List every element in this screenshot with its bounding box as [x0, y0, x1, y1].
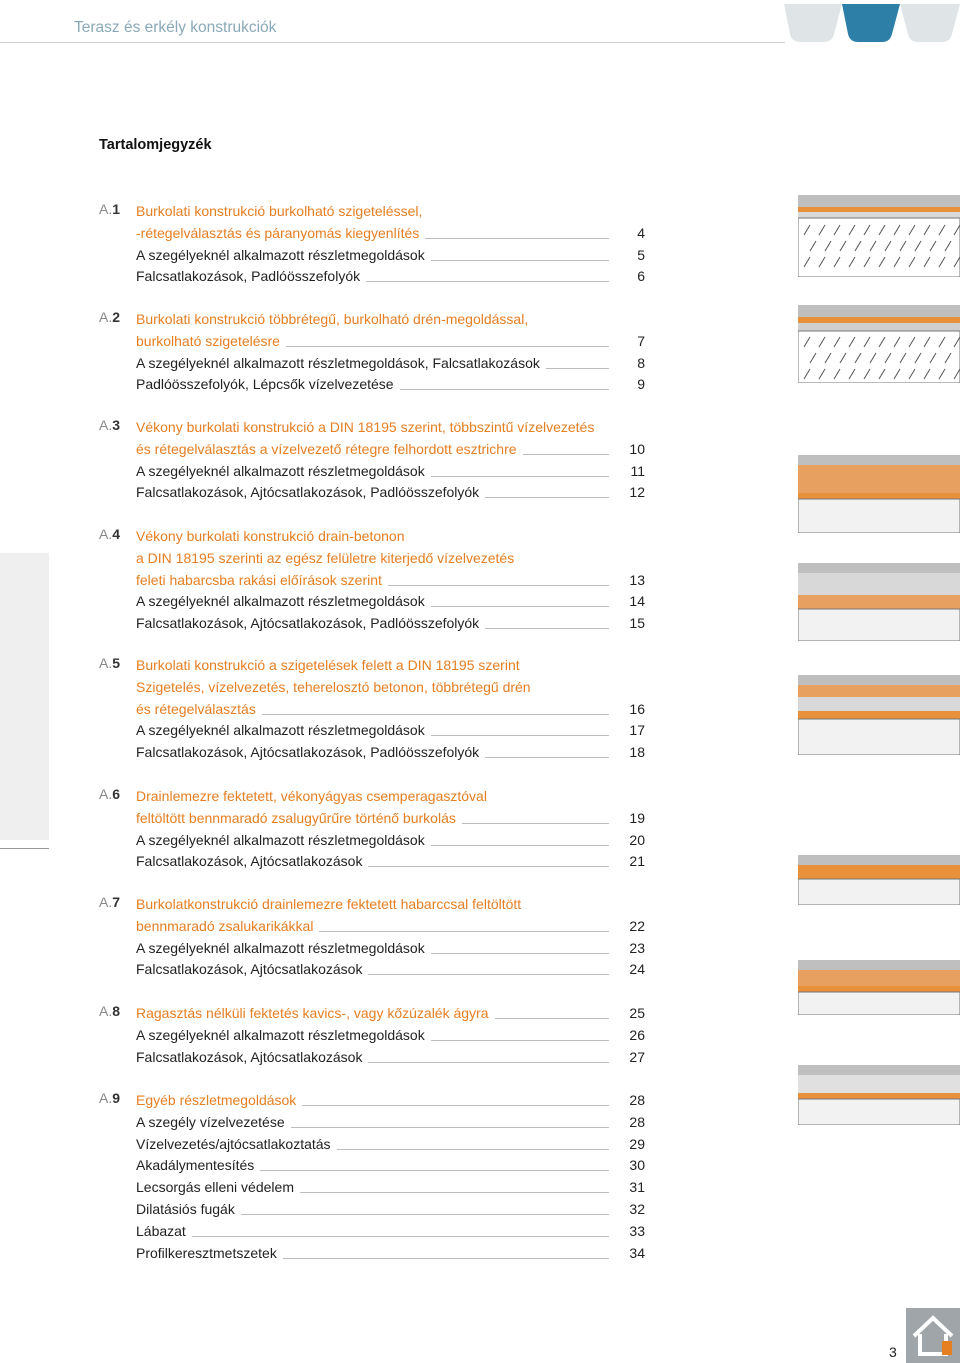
tab-inactive-left	[784, 4, 842, 42]
toc-page-number: 23	[629, 939, 645, 956]
toc-leader-line	[262, 714, 609, 715]
toc-leader-line	[337, 1149, 609, 1150]
section-number-prefix: A.	[99, 1003, 113, 1019]
header-tabs	[780, 0, 960, 46]
toc-entry[interactable]	[136, 461, 645, 481]
toc-entry-text: burkolható szigetelésre	[136, 332, 280, 349]
toc-page-number: 15	[629, 615, 645, 632]
page-number: 3	[889, 1344, 897, 1360]
toc-entry[interactable]	[136, 1243, 645, 1263]
toc-page-number: 4	[637, 224, 645, 241]
toc-heading: Tartalomjegyzék	[99, 137, 212, 153]
toc-page-number: 28	[629, 1092, 645, 1108]
toc-entry-text: A szegélyeknél alkalmazott részletmegoldások	[136, 593, 425, 610]
cross-section-a1	[798, 195, 960, 277]
toc-entry-text: Ragasztás nélküli fektetés kavics-, vagy kőzúzalék ágyra	[136, 1005, 489, 1021]
toc-page-number: 17	[629, 722, 645, 739]
section-number	[99, 1090, 120, 1106]
toc-entry-text: A szegélyeknél alkalmazott részletmegoldások	[136, 939, 425, 956]
toc-entry-text: Lecsorgás elleni védelem	[136, 1179, 294, 1196]
cross-section-a8	[798, 1065, 960, 1125]
toc-leader-line	[431, 260, 609, 261]
toc-entry-text: és rétegelválasztás	[136, 700, 256, 717]
toc-entry-text: és rétegelválasztás a vízelvezető rétegre felhordott esztrichre	[136, 440, 517, 457]
toc-entry[interactable]	[136, 245, 645, 265]
toc-entry	[136, 786, 645, 806]
section-number-prefix: A.	[99, 526, 113, 542]
toc-leader-line	[485, 497, 609, 498]
toc-entry-text: A szegélyeknél alkalmazott részletmegoldások, Falcsatlakozások	[136, 354, 540, 371]
toc-leader-line	[425, 238, 609, 239]
toc-page-number: 5	[637, 246, 645, 263]
toc-entry[interactable]	[136, 1199, 645, 1219]
toc-leader-line	[388, 585, 609, 586]
toc-page-number: 33	[629, 1222, 645, 1239]
toc-entry[interactable]	[136, 223, 645, 243]
toc-entry-text: Drainlemezre fektetett, vékonyágyas csemperagasztóval	[136, 788, 487, 804]
section-number-prefix: A.	[99, 201, 113, 217]
section-number-value: 2	[112, 309, 121, 325]
section-number-value: 3	[112, 417, 121, 433]
toc-leader-line	[319, 931, 609, 932]
toc-entry-text: feleti habarcsba rakási előírások szerint	[136, 571, 382, 588]
toc-leader-line	[431, 476, 609, 477]
toc-page-number: 34	[629, 1244, 645, 1261]
toc-entry-text: Burkolatkonstrukció drainlemezre fektetett habarccsal feltöltött	[136, 896, 522, 912]
toc-entry[interactable]	[136, 916, 645, 936]
toc-entry[interactable]	[136, 613, 645, 633]
toc-entry-text: Vékony burkolati konstrukció a DIN 18195 szerint, többszintű vízelvezetés	[136, 419, 595, 435]
toc-page-number: 8	[637, 354, 645, 371]
section-number-prefix: A.	[99, 894, 113, 910]
toc-entry-text: Burkolati konstrukció a szigetelések felett a DIN 18195 szerint	[136, 657, 520, 673]
toc-entry[interactable]	[136, 1003, 645, 1023]
toc-page-number: 21	[629, 853, 645, 870]
section-number	[99, 655, 120, 671]
toc-leader-line	[431, 845, 609, 846]
toc-entry-text: Profilkeresztmetszetek	[136, 1244, 277, 1261]
toc-page-number: 7	[637, 332, 645, 349]
toc-page-number: 31	[629, 1179, 645, 1196]
toc-leader-line	[366, 281, 609, 282]
toc-entry[interactable]	[136, 1025, 645, 1045]
section-number	[99, 201, 120, 217]
toc-entry[interactable]	[136, 353, 645, 373]
toc-entry-text: Falcsatlakozások, Ajtócsatlakozások, Padlóösszefolyók	[136, 744, 480, 761]
toc-entry[interactable]	[136, 699, 645, 719]
toc-entry[interactable]	[136, 851, 645, 871]
toc-entry[interactable]	[136, 1090, 645, 1110]
toc-entry-text: Vékony burkolati konstrukció drain-betonon	[136, 528, 405, 544]
toc-entry-text: A szegély vízelvezetése	[136, 1113, 285, 1130]
toc-entry-text: A szegélyeknél alkalmazott részletmegoldások	[136, 246, 425, 263]
toc-entry-text: Vízelvezetés/ajtócsatlakoztatás	[136, 1135, 331, 1152]
toc-entry[interactable]	[136, 331, 645, 351]
toc-leader-line	[546, 368, 609, 369]
section-number-prefix: A.	[99, 655, 113, 671]
toc-page-number: 16	[629, 700, 645, 717]
toc-entry-text: Falcsatlakozások, Padlóösszefolyók	[136, 268, 361, 285]
toc-leader-line	[300, 1192, 609, 1193]
section-number	[99, 526, 120, 542]
toc-entry-text: Falcsatlakozások, Ajtócsatlakozások, Padlóösszefolyók	[136, 484, 480, 501]
toc-entry-text: A szegélyeknél alkalmazott részletmegoldások	[136, 831, 425, 848]
toc-entry	[136, 677, 645, 697]
toc-leader-line	[431, 1040, 609, 1041]
section-number-value: 5	[112, 655, 121, 671]
toc-leader-line	[368, 866, 609, 867]
toc-page-number: 9	[637, 376, 645, 393]
cross-section-a7	[798, 960, 960, 1015]
toc-entry-text: feltöltött bennmaradó zsalugyűrűre történő burkolás	[136, 809, 456, 826]
toc-leader-line	[368, 1062, 609, 1063]
toc-page-number: 14	[629, 593, 645, 610]
toc-entry[interactable]	[136, 1134, 645, 1154]
section-number-value: 8	[112, 1003, 121, 1019]
toc-leader-line	[283, 1258, 609, 1259]
toc-page-number: 32	[629, 1201, 645, 1217]
toc-entry[interactable]	[136, 1112, 645, 1132]
toc-leader-line	[286, 346, 609, 347]
toc-leader-line	[495, 1018, 609, 1019]
tab-active	[842, 4, 900, 42]
toc-entry-text: A szegélyeknél alkalmazott részletmegoldások	[136, 1026, 425, 1043]
section-number-prefix: A.	[99, 417, 113, 433]
section-number-value: 6	[112, 786, 121, 802]
toc-page-number: 19	[629, 809, 645, 826]
toc-entry	[136, 894, 645, 914]
toc-entry	[136, 548, 645, 568]
toc-leader-line	[462, 823, 609, 824]
toc-entry[interactable]	[136, 959, 645, 979]
document-header-title: Terasz és erkély konstrukciók	[74, 19, 277, 36]
toc-page-number: 25	[629, 1005, 645, 1021]
section-number-value: 1	[112, 201, 121, 217]
toc-entry[interactable]	[136, 439, 645, 459]
toc-entry-text: Akadálymentesítés	[136, 1157, 255, 1174]
toc-entry[interactable]	[136, 830, 645, 850]
toc-page-number: 26	[629, 1026, 645, 1043]
toc-entry[interactable]	[136, 938, 645, 958]
toc-entry[interactable]	[136, 1221, 645, 1241]
toc-entry-text: Falcsatlakozások, Ajtócsatlakozások	[136, 1048, 363, 1065]
toc-entry-text: Lábazat	[136, 1222, 186, 1239]
toc-page-number: 6	[637, 268, 645, 285]
toc-entry[interactable]	[136, 591, 645, 611]
toc-leader-line	[523, 454, 609, 455]
toc-entry[interactable]	[136, 1047, 645, 1067]
toc-page-number: 20	[629, 831, 645, 848]
section-number	[99, 417, 120, 433]
section-number-prefix: A.	[99, 1090, 113, 1106]
toc-page-number: 10	[629, 440, 645, 457]
toc-entry[interactable]	[136, 720, 645, 740]
section-number-prefix: A.	[99, 309, 113, 325]
toc-entry-text: Burkolati konstrukció burkolható szigeteléssel,	[136, 203, 423, 219]
toc-entry	[136, 655, 645, 675]
toc-entry-text: Burkolati konstrukció többrétegű, burkolható drén-megoldással,	[136, 311, 529, 327]
cross-section-a4	[798, 563, 960, 641]
toc-entry-text: A szegélyeknél alkalmazott részletmegoldások	[136, 462, 425, 479]
section-number	[99, 309, 120, 325]
toc-entry[interactable]	[136, 570, 645, 590]
section-number-value: 7	[112, 894, 121, 910]
section-number	[99, 1003, 120, 1019]
header-divider	[0, 42, 785, 43]
tab-inactive-right	[900, 4, 960, 42]
toc-entry-text: a DIN 18195 szerinti az egész felületre kiterjedő vízelvezetés	[136, 549, 515, 566]
toc-leader-line	[368, 974, 609, 975]
cross-section-a5	[798, 675, 960, 755]
toc-entry	[136, 201, 645, 221]
toc-entry[interactable]	[136, 1177, 645, 1197]
toc-entry	[136, 526, 645, 546]
toc-page-number: 12	[629, 484, 645, 501]
toc-page-number: 30	[629, 1157, 645, 1174]
toc-leader-line	[431, 606, 609, 607]
section-number-prefix: A.	[99, 786, 113, 802]
toc-entry[interactable]	[136, 742, 645, 762]
cross-section-a6	[798, 855, 960, 905]
toc-leader-line	[241, 1214, 609, 1215]
toc-leader-line	[485, 628, 609, 629]
toc-entry[interactable]	[136, 374, 645, 394]
toc-page-number: 18	[629, 744, 645, 761]
toc-leader-line	[260, 1170, 609, 1171]
toc-leader-line	[431, 735, 609, 736]
toc-leader-line	[291, 1127, 609, 1128]
toc-leader-line	[485, 757, 609, 758]
toc-entry[interactable]	[136, 482, 645, 502]
section-number	[99, 894, 120, 910]
toc-entry	[136, 417, 645, 437]
section-number	[99, 786, 120, 802]
toc-entry-text: Falcsatlakozások, Ajtócsatlakozások	[136, 961, 363, 978]
toc-leader-line	[302, 1105, 609, 1106]
cross-section-a2	[798, 305, 960, 383]
toc-leader-line	[192, 1236, 609, 1237]
toc-entry-text: Falcsatlakozások, Ajtócsatlakozások, Padlóösszefolyók	[136, 615, 480, 632]
toc-page-number: 28	[629, 1113, 645, 1130]
toc-entry-text: Falcsatlakozások, Ajtócsatlakozások	[136, 853, 363, 870]
toc-page-number: 27	[629, 1048, 645, 1065]
toc-page-number: 24	[629, 961, 645, 978]
toc-leader-line	[400, 389, 609, 390]
home-icon[interactable]	[906, 1308, 960, 1363]
toc-entry[interactable]	[136, 808, 645, 828]
toc-page-number: 11	[630, 462, 645, 479]
toc-entry[interactable]	[136, 266, 645, 286]
toc-entry-text: Szigetelés, vízelvezetés, teherelosztó betonon, többrétegű drén	[136, 678, 531, 695]
toc-entry	[136, 309, 645, 329]
toc-page-number: 22	[629, 917, 645, 934]
toc-page-number: 13	[629, 571, 645, 588]
toc-entry-text: Egyéb részletmegoldások	[136, 1092, 297, 1108]
toc-entry-text: Padlóösszefolyók, Lépcsők vízelvezetése	[136, 376, 394, 393]
sidebar-line	[0, 848, 49, 849]
toc-entry-text: A szegélyeknél alkalmazott részletmegoldások	[136, 722, 425, 739]
toc-entry[interactable]	[136, 1155, 645, 1175]
section-number-value: 4	[112, 526, 121, 542]
cross-section-a3	[798, 455, 960, 533]
toc-page-number: 29	[629, 1135, 645, 1152]
toc-leader-line	[431, 953, 609, 954]
section-number-value: 9	[112, 1090, 121, 1106]
toc-entry-text: -rétegelválasztás és páranyomás kiegyenlítés	[136, 224, 420, 241]
toc-entry-text: Dilatásiós fugák	[136, 1201, 235, 1217]
toc-entry-text: bennmaradó zsalukarikákkal	[136, 917, 314, 934]
sidebar-tab	[0, 553, 49, 840]
